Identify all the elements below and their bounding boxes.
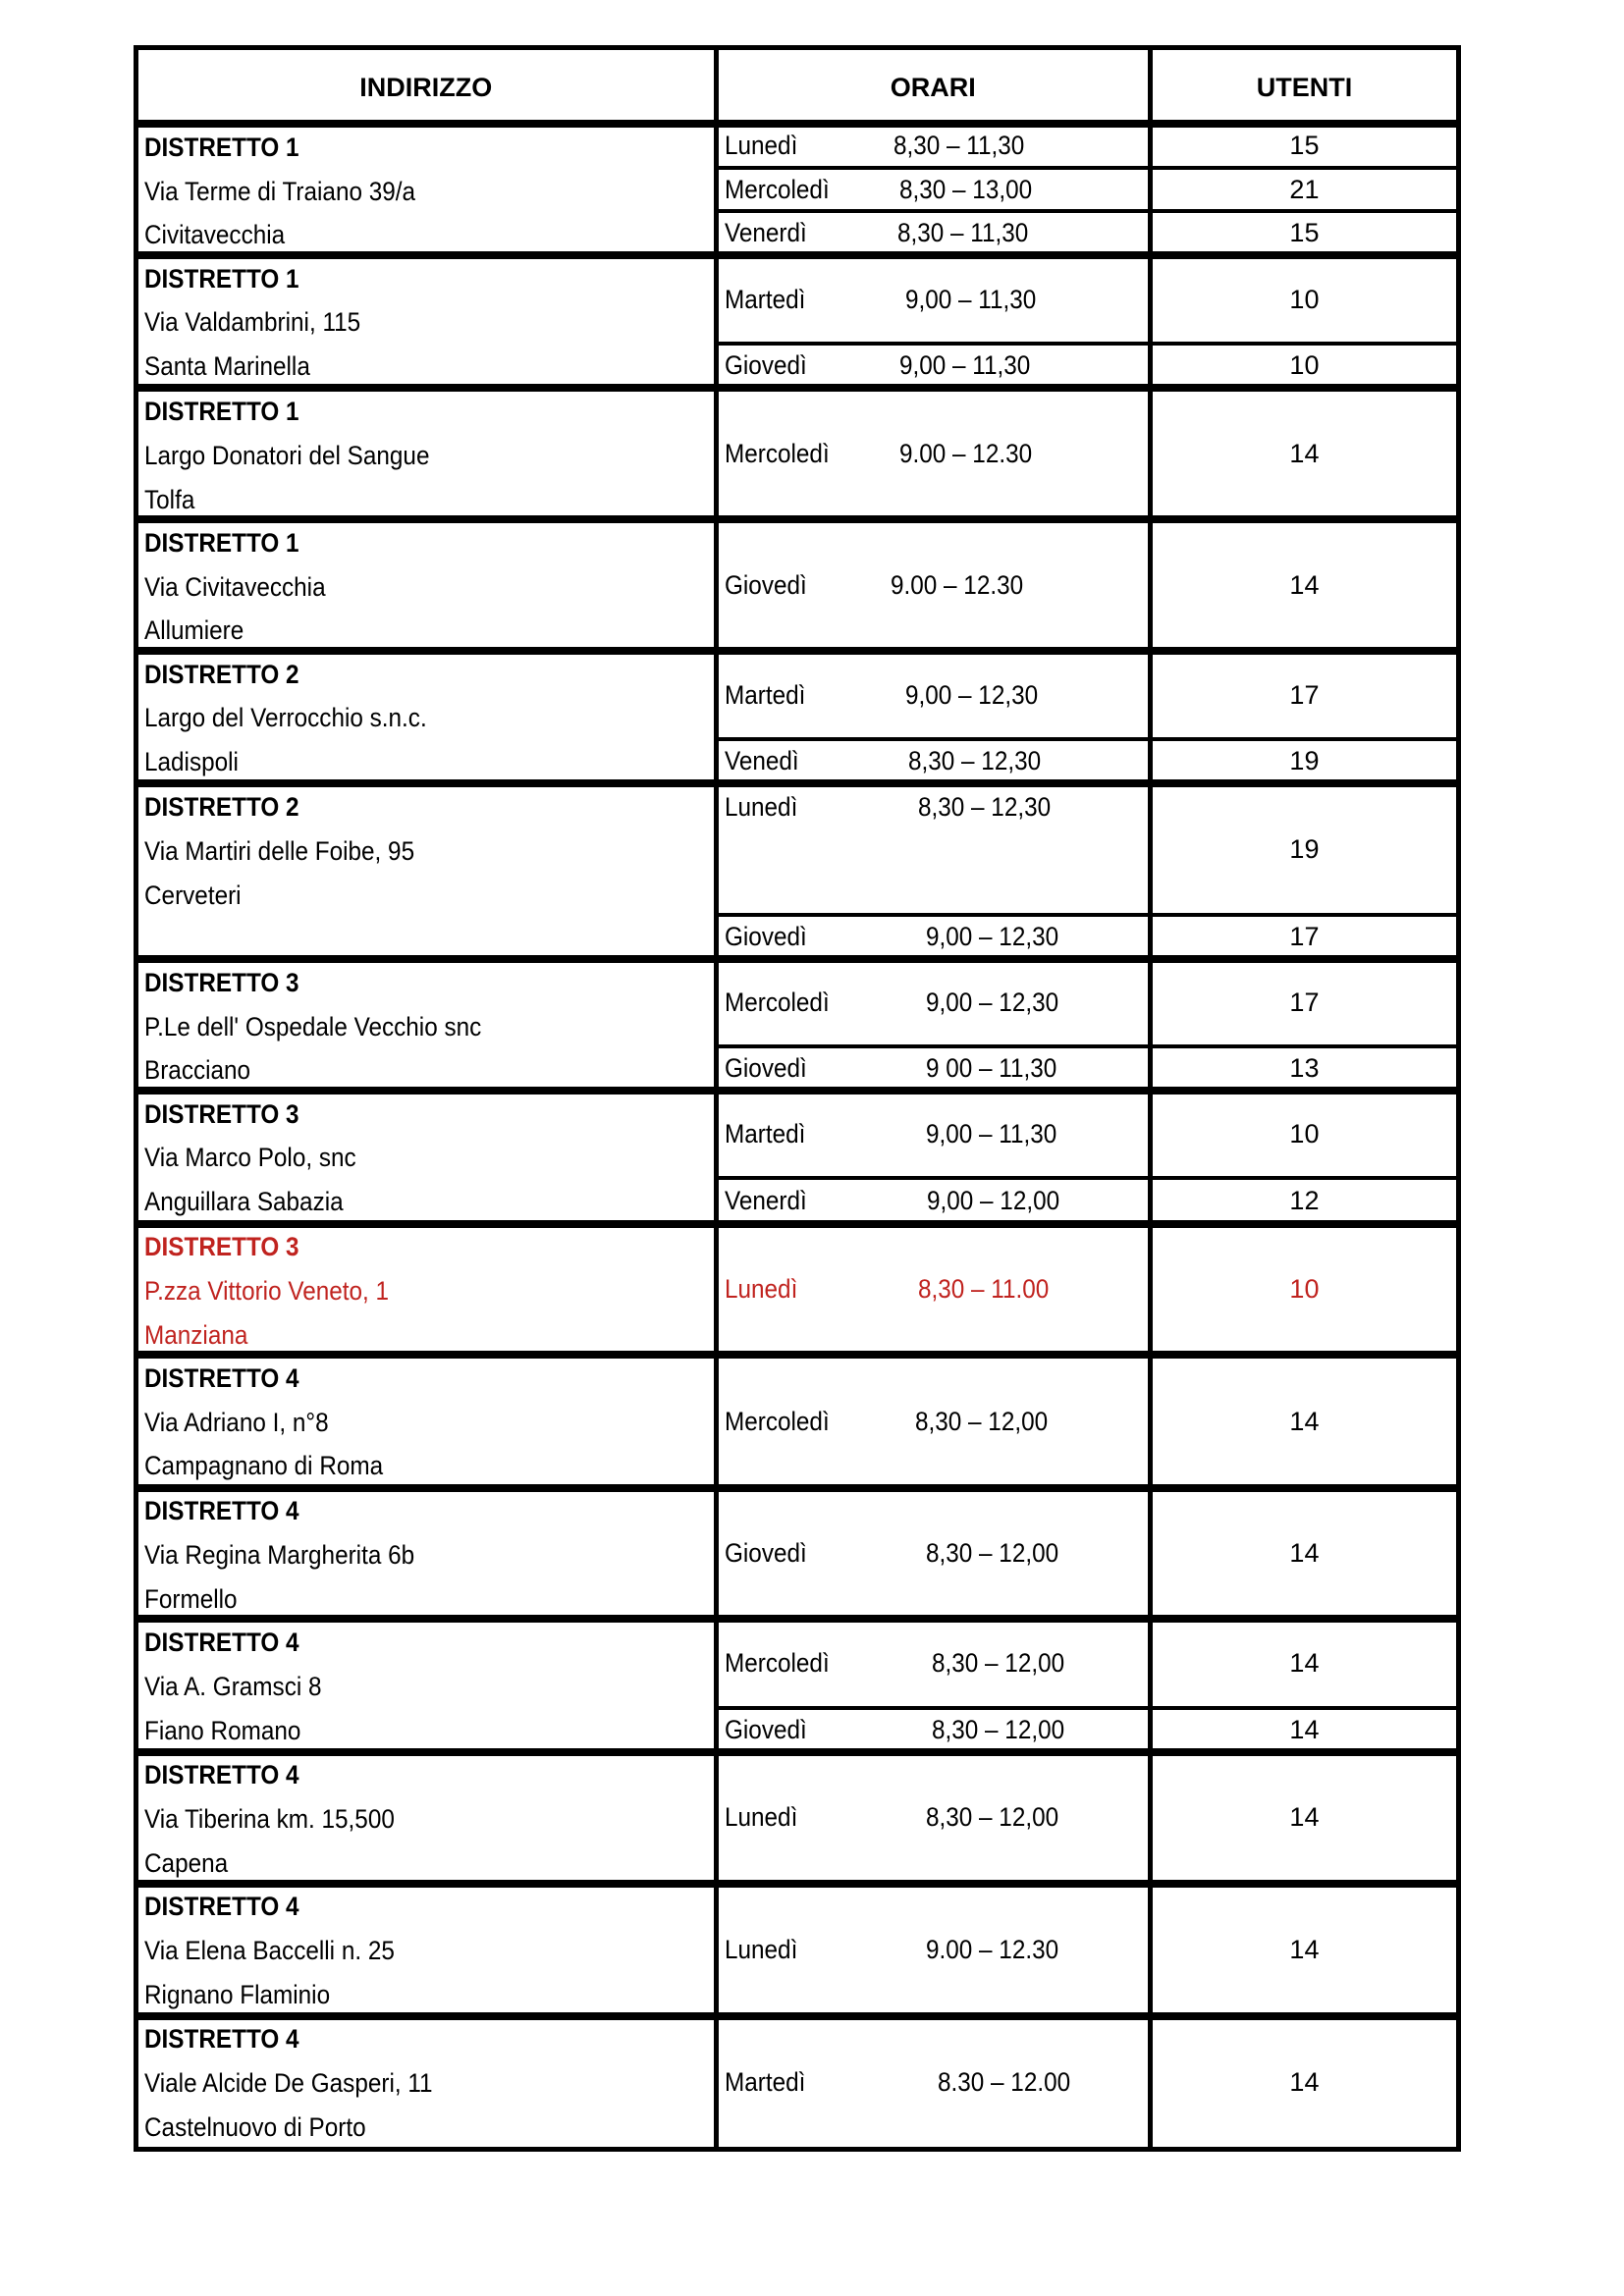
city-line: Allumiere — [144, 615, 244, 646]
address-line: Via Adriano I, n°8 — [144, 1407, 329, 1437]
day-label: Mercoledì — [725, 988, 830, 1018]
district-label: DISTRETTO 2 — [144, 791, 299, 822]
day-label: Lunedì — [725, 1273, 798, 1304]
day-label: Venerdì — [725, 218, 808, 248]
hours-label: 8,30 – 12,00 — [925, 1538, 1058, 1569]
users-count: 12 — [1289, 1185, 1320, 1215]
hours-label: 8.30 – 12.00 — [937, 2067, 1070, 2098]
day-label: Martedì — [725, 1119, 806, 1149]
day-label: Venerdì — [725, 1185, 808, 1215]
district-label: DISTRETTO 4 — [144, 1892, 299, 1922]
day-label: Giovedì — [725, 1714, 808, 1744]
users-count: 14 — [1289, 1714, 1320, 1744]
hours-label: 9,00 – 12,30 — [925, 922, 1058, 952]
hours-label: 8,30 – 12,00 — [915, 1406, 1049, 1436]
day-label: Giovedì — [725, 1053, 808, 1084]
day-label: Giovedì — [725, 350, 808, 381]
group-divider — [135, 1748, 1458, 1756]
city-line: Manziana — [144, 1319, 248, 1350]
city-line: Campagnano di Roma — [144, 1451, 384, 1481]
users-count: 10 — [1289, 350, 1320, 381]
hours-label: 8,30 – 11,30 — [893, 131, 1025, 161]
group-divider — [135, 1351, 1458, 1359]
city-line: Civitavecchia — [144, 220, 286, 250]
city-line: Tolfa — [144, 484, 195, 514]
district-label: DISTRETTO 4 — [144, 1362, 299, 1393]
group-divider — [135, 955, 1458, 963]
hours-label: 8,30 – 11,30 — [897, 218, 1029, 248]
day-label: Martedì — [725, 2067, 806, 2098]
users-count: 14 — [1289, 438, 1320, 468]
hours-label: 9 00 – 11,30 — [925, 1053, 1057, 1084]
address-line: Via Elena Baccelli n. 25 — [144, 1935, 396, 1965]
day-label: Mercoledì — [725, 1648, 830, 1679]
users-count: 14 — [1289, 1802, 1320, 1833]
address-line: P.Le dell' Ospedale Vecchio snc — [144, 1011, 482, 1041]
district-label: DISTRETTO 4 — [144, 1627, 299, 1657]
day-label: Giovedì — [725, 1538, 808, 1569]
day-label: Martedì — [725, 284, 806, 314]
users-count: 15 — [1289, 218, 1320, 248]
day-label: Mercoledì — [725, 438, 830, 468]
users-count: 14 — [1289, 1934, 1320, 1964]
users-count: 21 — [1289, 174, 1320, 204]
header-utenti: UTENTI — [1256, 73, 1353, 103]
hours-label: 8,30 – 12,00 — [931, 1648, 1064, 1679]
group-divider — [135, 1220, 1458, 1228]
users-count: 10 — [1289, 284, 1320, 314]
group-divider — [135, 647, 1458, 655]
district-label: DISTRETTO 1 — [144, 132, 299, 162]
city-line: Castelnuovo di Porto — [144, 2112, 366, 2143]
users-count: 13 — [1289, 1053, 1320, 1084]
day-label: Lunedì — [725, 131, 798, 161]
hours-label: 9.00 – 12.30 — [925, 1934, 1058, 1964]
day-label: Mercoledì — [725, 1406, 830, 1436]
hours-label: 8,30 – 12,30 — [918, 791, 1052, 822]
city-line: Capena — [144, 1847, 229, 1878]
address-line: Via Terme di Traiano 39/a — [144, 176, 416, 206]
district-label: DISTRETTO 1 — [144, 263, 299, 294]
users-count: 10 — [1289, 1119, 1320, 1149]
hours-label: 8,30 – 13,00 — [898, 174, 1032, 204]
address-line: Via Regina Margherita 6b — [144, 1539, 415, 1570]
district-label: DISTRETTO 1 — [144, 527, 299, 558]
group-divider — [135, 1880, 1458, 1888]
hours-label: 8,30 – 12,00 — [931, 1714, 1064, 1744]
hours-label: 9,00 – 11,30 — [925, 1119, 1057, 1149]
day-label: Lunedì — [725, 791, 798, 822]
group-divider — [135, 1484, 1458, 1492]
city-line: Fiano Romano — [144, 1715, 301, 1745]
hours-label: 9,00 – 12,30 — [925, 988, 1058, 1018]
day-label: Martedì — [725, 679, 806, 710]
users-count: 17 — [1289, 988, 1320, 1018]
group-divider — [135, 515, 1458, 523]
users-count: 19 — [1289, 833, 1320, 864]
address-line: Via Tiberina km. 15,500 — [144, 1804, 396, 1835]
hours-label: 9,00 – 11,30 — [904, 284, 1037, 314]
day-label: Mercoledì — [725, 174, 830, 204]
users-count: 17 — [1289, 922, 1320, 952]
column-divider — [714, 45, 719, 2152]
address-line: Via Marco Polo, snc — [144, 1143, 357, 1173]
day-label: Giovedì — [725, 922, 808, 952]
hours-label: 8,30 – 11.00 — [918, 1273, 1050, 1304]
header-orari: ORARI — [890, 73, 976, 103]
users-count: 10 — [1289, 1273, 1320, 1304]
header-indirizzo: INDIRIZZO — [359, 73, 493, 103]
address-line: Via Valdambrini, 115 — [144, 307, 361, 338]
users-count: 19 — [1289, 746, 1320, 776]
hours-label: 9.00 – 12.30 — [890, 569, 1023, 600]
day-label: Lunedì — [725, 1934, 798, 1964]
users-count: 14 — [1289, 1648, 1320, 1679]
district-label: DISTRETTO 3 — [144, 1232, 299, 1262]
hours-label: 9.00 – 12.30 — [898, 438, 1032, 468]
group-divider — [135, 251, 1458, 259]
group-divider — [135, 1615, 1458, 1623]
hours-label: 9,00 – 11,30 — [898, 350, 1031, 381]
table-left-border — [134, 45, 138, 2152]
address-line: Via Civitavecchia — [144, 571, 326, 602]
district-label: DISTRETTO 3 — [144, 1098, 299, 1129]
city-line: Rignano Flaminio — [144, 1979, 331, 2009]
users-count: 14 — [1289, 2067, 1320, 2098]
district-label: DISTRETTO 4 — [144, 2024, 299, 2055]
district-label: DISTRETTO 2 — [144, 659, 299, 689]
address-line: P.zza Vittorio Veneto, 1 — [144, 1275, 390, 1306]
city-line: Cerveteri — [144, 880, 242, 910]
group-divider — [135, 2012, 1458, 2020]
users-count: 17 — [1289, 679, 1320, 710]
address-line: Via Martiri delle Foibe, 95 — [144, 835, 415, 866]
address-line: Largo Donatori del Sangue — [144, 440, 430, 470]
district-label: DISTRETTO 4 — [144, 1496, 299, 1526]
users-count: 14 — [1289, 1406, 1320, 1436]
city-line: Santa Marinella — [144, 351, 311, 382]
day-label: Lunedì — [725, 1802, 798, 1833]
day-label: Venedì — [725, 746, 799, 776]
group-divider — [135, 1087, 1458, 1095]
district-label: DISTRETTO 1 — [144, 396, 299, 426]
users-count: 15 — [1289, 131, 1320, 161]
group-divider — [135, 384, 1458, 392]
city-line: Bracciano — [144, 1055, 251, 1086]
address-line: Viale Alcide De Gasperi, 11 — [144, 2068, 433, 2099]
users-count: 14 — [1289, 1538, 1320, 1569]
city-line: Anguillara Sabazia — [144, 1187, 344, 1217]
day-label: Giovedì — [725, 569, 808, 600]
district-label: DISTRETTO 3 — [144, 967, 299, 997]
city-line: Ladispoli — [144, 747, 240, 777]
address-line: Largo del Verrocchio s.n.c. — [144, 703, 428, 733]
city-line: Formello — [144, 1583, 238, 1614]
address-line: Via A. Gramsci 8 — [144, 1671, 322, 1701]
district-label: DISTRETTO 4 — [144, 1760, 299, 1790]
hours-label: 9,00 – 12,30 — [904, 679, 1038, 710]
hours-label: 8,30 – 12,30 — [907, 746, 1041, 776]
hours-label: 9,00 – 12,00 — [927, 1185, 1060, 1215]
users-count: 14 — [1289, 569, 1320, 600]
hours-label: 8,30 – 12,00 — [925, 1802, 1058, 1833]
